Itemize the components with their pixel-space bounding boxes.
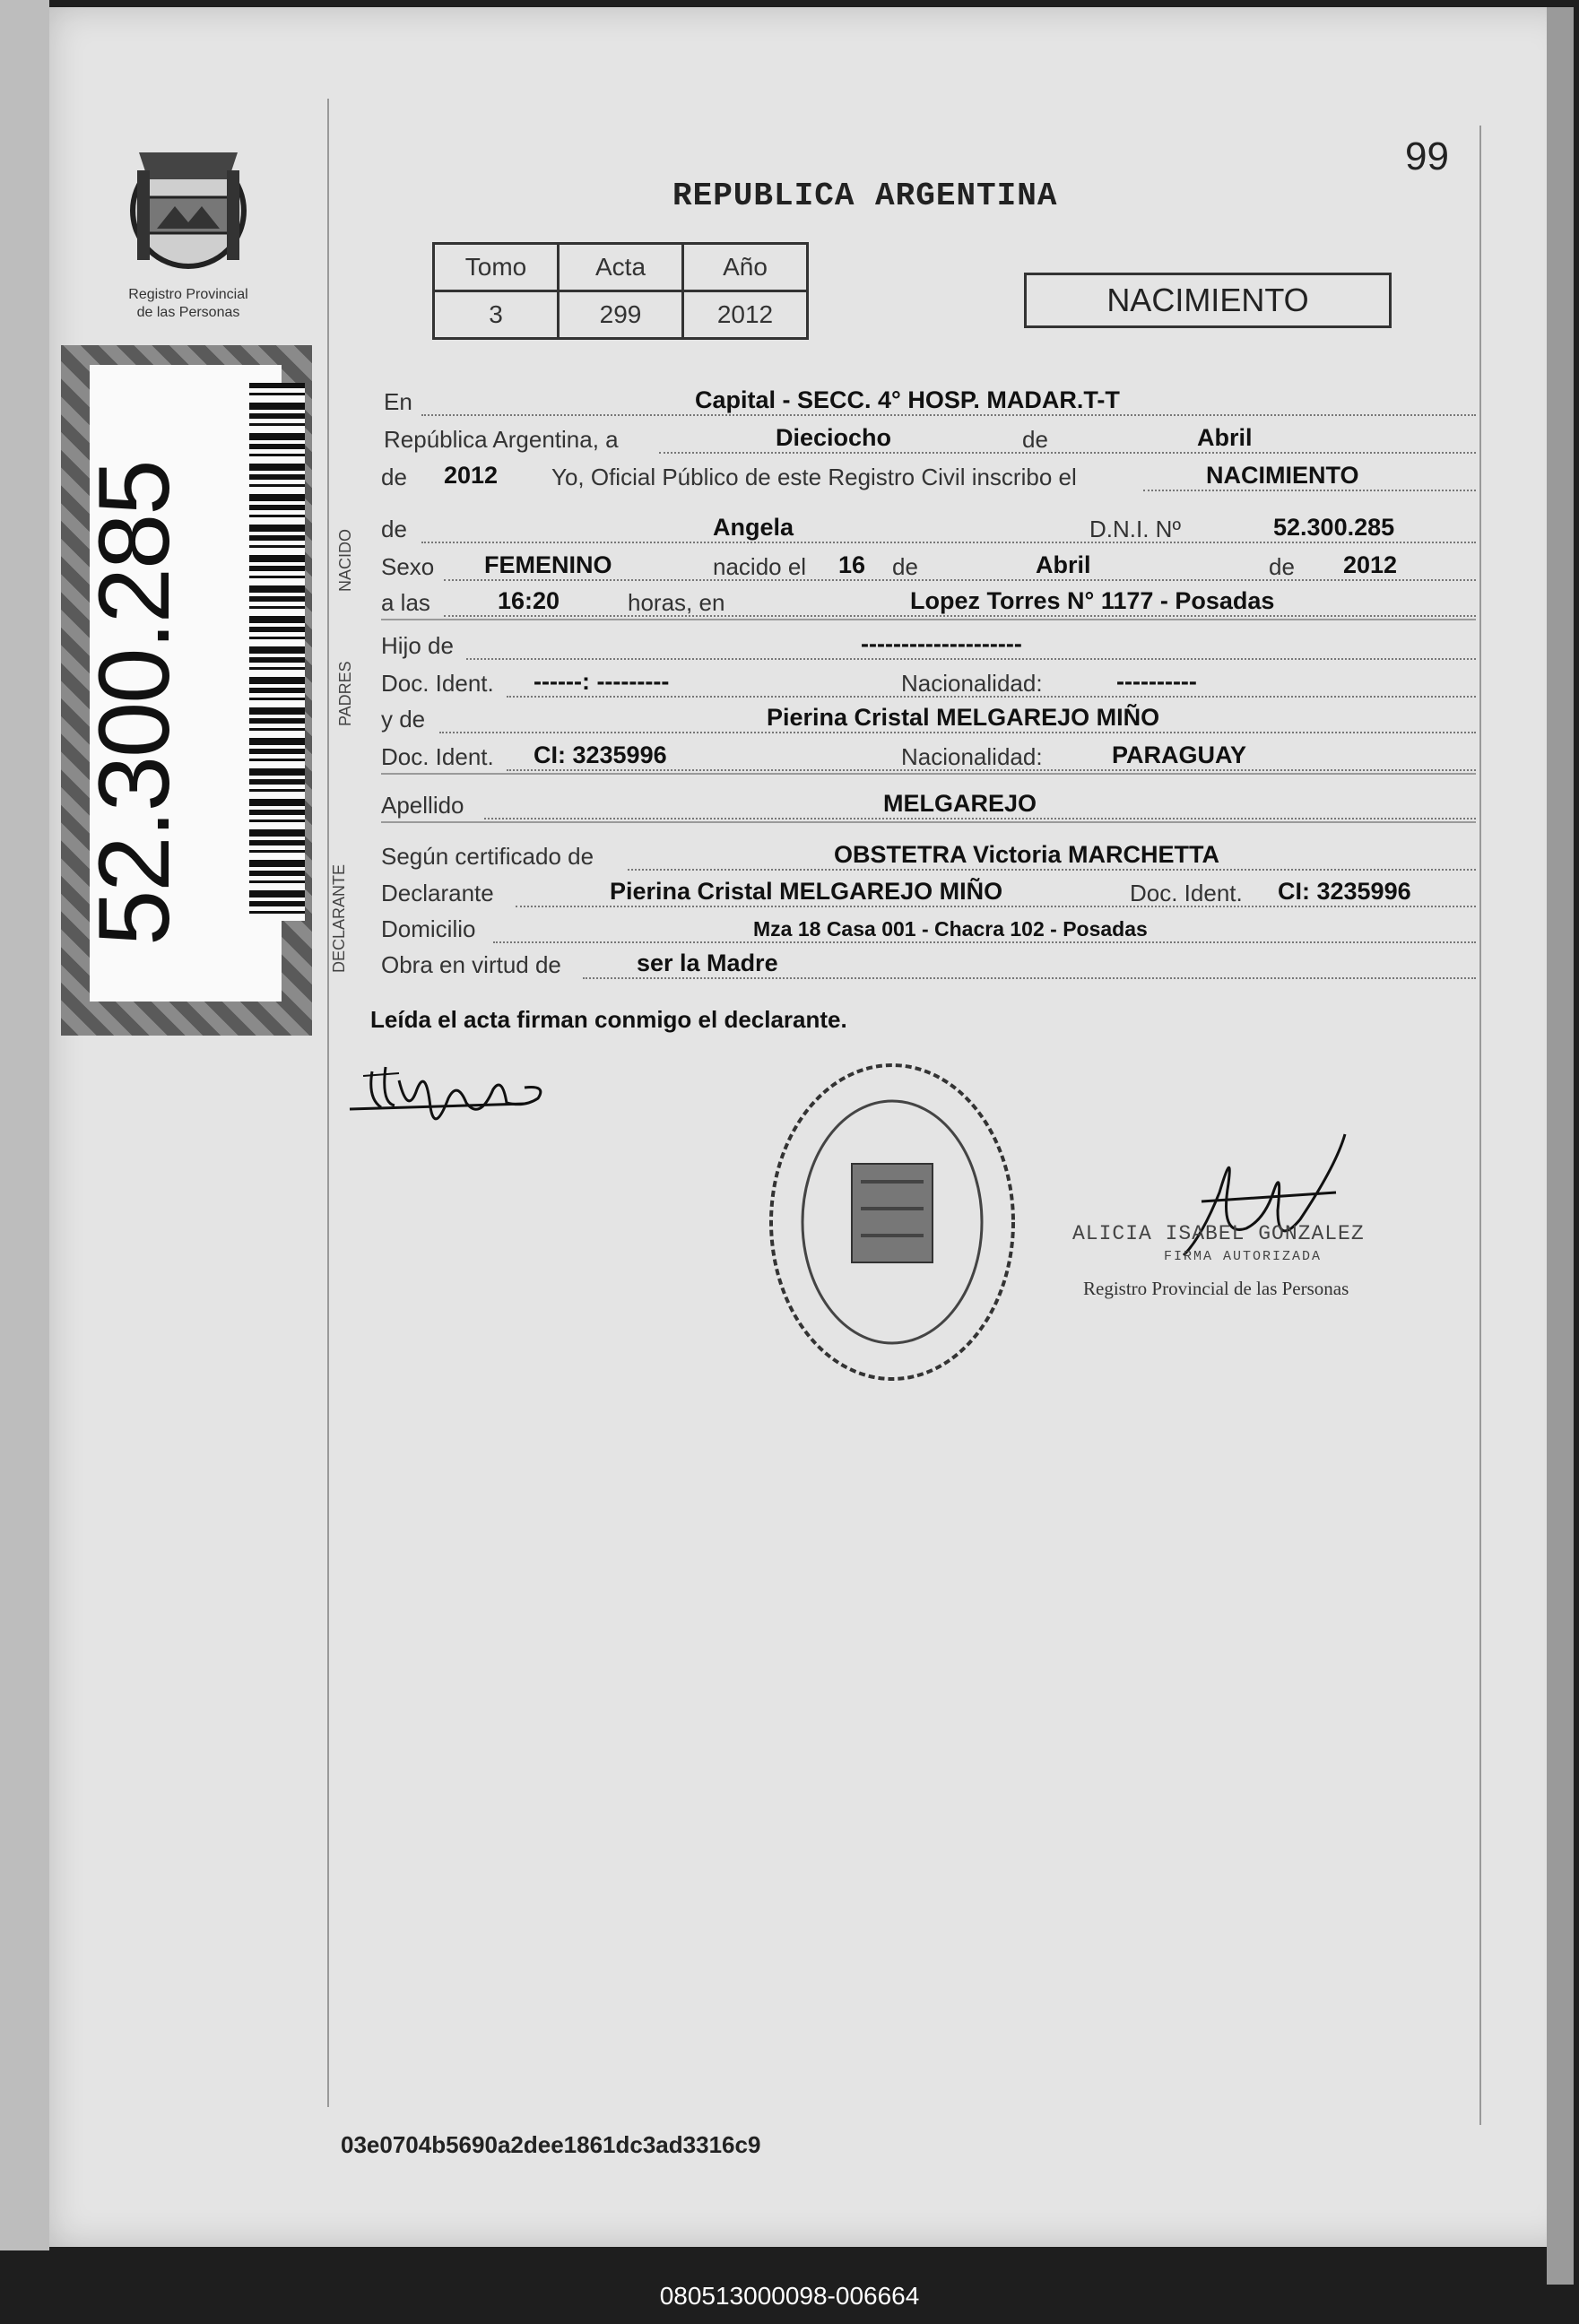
page-edge <box>1547 7 1574 2285</box>
value-madre: Pierina Cristal MELGAREJO MIÑO <box>767 704 1160 731</box>
label-nacido-el: nacido el <box>713 553 807 580</box>
dotted-line <box>1143 490 1476 491</box>
logo-caption-2: de las Personas <box>136 305 240 320</box>
text-yo: Yo, Oficial Público de este Registro Civil inscribo el <box>551 464 1077 490</box>
value-mes: Abril <box>1197 424 1253 451</box>
margin-line-left <box>327 99 329 2107</box>
dotted-line <box>628 869 1476 871</box>
official-seal-stamp <box>762 1056 1022 1388</box>
value-en: Capital - SECC. 4° HOSP. MADAR.T-T <box>695 386 1120 413</box>
value-sexo: FEMENINO <box>484 551 612 578</box>
label-y-de: y de <box>381 706 426 733</box>
label-declarante: Declarante <box>381 880 494 906</box>
label-hijo-de: Hijo de <box>381 632 454 659</box>
value-doc-ident-declarante: CI: 3235996 <box>1278 878 1411 905</box>
label-domicilio: Domicilio <box>381 915 476 942</box>
row-doc-ident-padre <box>381 665 1476 701</box>
value-anio: 2012 <box>444 462 499 489</box>
dotted-line <box>421 414 1476 416</box>
section-rule <box>381 773 1476 775</box>
document-title: REPUBLICA ARGENTINA <box>672 178 1058 214</box>
row-en <box>381 384 1476 420</box>
dotted-line <box>466 658 1476 660</box>
value-nacionalidad-padre: ---------- <box>1116 668 1197 695</box>
value-domicilio: Mza 18 Casa 001 - Chacra 102 - Posadas <box>753 917 1148 941</box>
provincial-emblem-icon <box>121 143 256 278</box>
section-rule <box>381 821 1476 823</box>
value-hora: 16:20 <box>498 587 560 614</box>
dotted-line <box>439 732 1476 733</box>
registry-logo <box>90 143 287 332</box>
row-doc-ident-madre <box>381 739 1476 775</box>
row-nombre <box>381 511 1476 547</box>
value-apellido: MELGAREJO <box>883 790 1037 817</box>
page-number: 99 <box>1405 134 1449 178</box>
label-a-las: a las <box>381 589 430 616</box>
label-doc-ident: Doc. Ident. <box>381 670 494 697</box>
label-horas-en: horas, en <box>628 589 725 616</box>
declarant-signature <box>345 1054 551 1143</box>
row-hora <box>381 585 1476 620</box>
margin-line-right <box>1479 126 1481 2125</box>
value-dni: 52.300.285 <box>1273 514 1395 541</box>
label-doc-ident-3: Doc. Ident. <box>1130 880 1243 906</box>
label-nacionalidad-2: Nacionalidad: <box>901 743 1043 770</box>
label-dni: D.N.I. Nº <box>1089 516 1181 542</box>
value-nombre: Angela <box>713 514 794 541</box>
table-header-acta: Acta <box>559 244 683 291</box>
dotted-line <box>421 542 1476 543</box>
label-de-nacido-mes: de <box>892 553 918 580</box>
row-yo <box>381 459 1476 495</box>
label-apellido: Apellido <box>381 792 464 819</box>
side-label-padres: PADRES <box>336 661 354 726</box>
value-doc-ident-madre: CI: 3235996 <box>534 741 667 768</box>
closing-text: Leída el acta firman conmigo el declarante. <box>370 1006 847 1033</box>
official-role: FIRMA AUTORIZADA <box>1164 1249 1323 1264</box>
label-de-mes: de <box>1022 426 1048 453</box>
table-cell-acta: 299 <box>559 291 683 339</box>
barcode-number: 52.300.285 <box>78 461 190 946</box>
tomo-acta-anio-table <box>432 242 809 340</box>
section-rule <box>381 619 1476 620</box>
row-domicilio <box>381 911 1476 947</box>
value-nacionalidad-madre: PARAGUAY <box>1112 741 1247 768</box>
table-header-tomo: Tomo <box>434 244 559 291</box>
value-nacido-anio: 2012 <box>1343 551 1398 578</box>
row-obra <box>381 947 1476 983</box>
official-office: Registro Provincial de las Personas <box>1083 1278 1349 1299</box>
table-cell-tomo: 3 <box>434 291 559 339</box>
label-doc-ident-2: Doc. Ident. <box>381 743 494 770</box>
side-label-declarante: DECLARANTE <box>330 863 348 973</box>
value-hijo-de: -------------------- <box>861 630 1022 657</box>
value-obra: ser la Madre <box>637 950 778 976</box>
row-republica <box>381 421 1476 457</box>
dotted-line <box>493 941 1476 943</box>
label-republica: República Argentina, a <box>384 426 619 453</box>
row-declarante <box>381 875 1476 911</box>
record-type-box: NACIMIENTO <box>1024 273 1392 328</box>
label-de-anio: de <box>381 464 407 490</box>
label-de-nombre: de <box>381 516 407 542</box>
row-certificado <box>381 838 1476 874</box>
dotted-line <box>444 615 1476 617</box>
dotted-line <box>583 977 1476 979</box>
barcode-bars <box>249 383 305 921</box>
label-sexo: Sexo <box>381 553 435 580</box>
value-nacido-mes: Abril <box>1036 551 1091 578</box>
value-certificado: OBSTETRA Victoria MARCHETTA <box>834 841 1220 868</box>
document-hash: 03e0704b5690a2dee1861dc3ad3316c9 <box>341 2131 761 2158</box>
row-hijo-de <box>381 628 1476 663</box>
value-nacido-dia: 16 <box>838 551 866 578</box>
label-nacionalidad: Nacionalidad: <box>901 670 1043 697</box>
value-inscribo: NACIMIENTO <box>1206 462 1359 489</box>
label-en: En <box>384 388 412 415</box>
value-lugar: Lopez Torres N° 1177 - Posadas <box>910 587 1275 614</box>
side-label-nacido: NACIDO <box>336 528 354 592</box>
value-dia: Dieciocho <box>776 424 892 451</box>
label-certificado: Según certificado de <box>381 843 594 870</box>
book-spine <box>0 0 49 2250</box>
dotted-line <box>659 452 1476 454</box>
dotted-line <box>516 906 1476 907</box>
official-name: ALICIA ISABEL GONZALEZ <box>1072 1222 1365 1245</box>
row-apellido <box>381 787 1476 823</box>
dotted-line <box>444 579 1476 581</box>
label-de-nacido-anio: de <box>1269 553 1295 580</box>
logo-caption-1: Registro Provincial <box>128 287 248 302</box>
table-cell-anio: 2012 <box>683 291 808 339</box>
table-header-anio: Año <box>683 244 808 291</box>
value-doc-ident-padre: ------: --------- <box>534 668 670 695</box>
bottom-document-id: 080513000098-006664 <box>659 2282 920 2310</box>
row-sexo <box>381 549 1476 585</box>
label-obra: Obra en virtud de <box>381 951 561 978</box>
row-y-de <box>381 701 1476 737</box>
dotted-line <box>484 818 1476 819</box>
value-declarante: Pierina Cristal MELGAREJO MIÑO <box>610 878 1003 905</box>
